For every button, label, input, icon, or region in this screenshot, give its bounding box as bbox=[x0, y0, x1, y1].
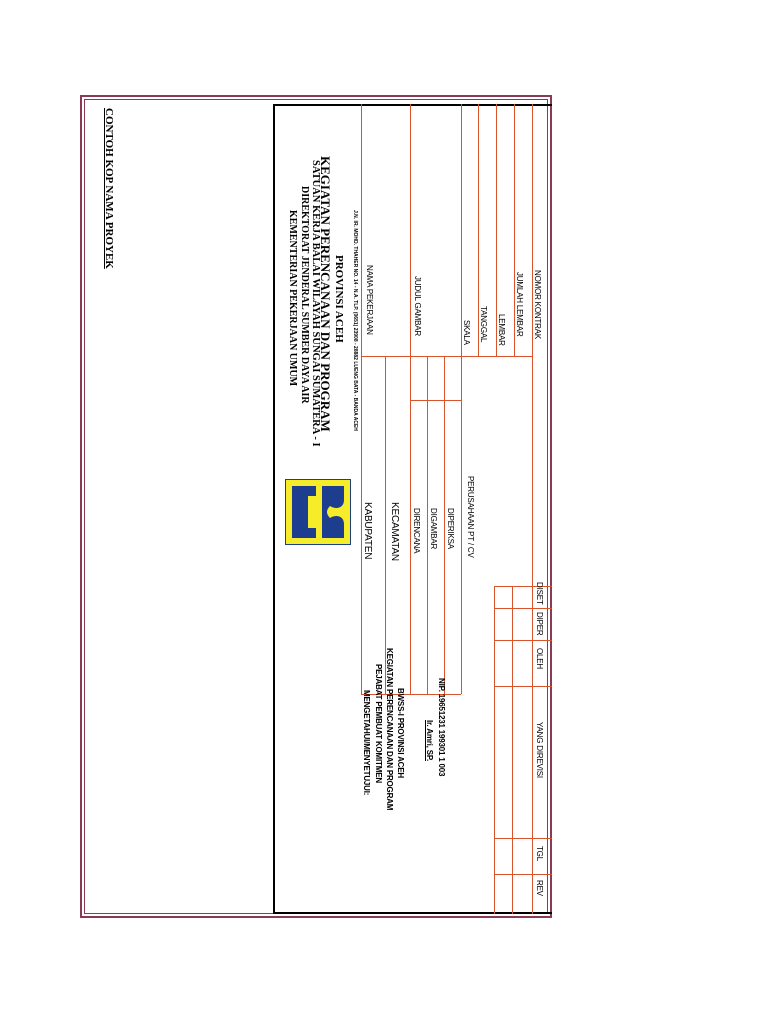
rev-oleh: OLEH bbox=[535, 648, 544, 669]
header-line1: KEMENTERIAN PEKERJAAN UMUM bbox=[287, 210, 298, 387]
field-diperiksa: DIPERIKSA bbox=[446, 508, 455, 549]
page-title: CONTOH KOP NAMA PROYEK bbox=[103, 108, 115, 269]
rev-diper: DIPER bbox=[535, 612, 544, 636]
pu-logo bbox=[285, 479, 351, 545]
field-tanggal: TANGGAL bbox=[479, 306, 488, 343]
field-kabupaten: KABUPATEN bbox=[362, 502, 373, 560]
approval-line3: KEGIATAN PERENCANAAN DAN PROGRAM bbox=[385, 648, 394, 811]
approval-nip: NIP. 19651231 199301 1 003 bbox=[437, 678, 446, 777]
pu-logo-icon bbox=[286, 480, 350, 544]
field-digambar: DIGAMBAR bbox=[429, 508, 438, 550]
field-kecamatan: KECAMATAN bbox=[389, 502, 400, 561]
header-line5: PROVINSI ACEH bbox=[333, 255, 345, 343]
field-lembar: LEMBAR bbox=[497, 314, 506, 346]
approval-name: Ir. Amri, SP. bbox=[425, 720, 434, 761]
field-direncana: DIRENCANA bbox=[412, 508, 421, 554]
rev-diset: DISET bbox=[535, 582, 544, 605]
approval-line1: MENGETAHUI/MENYETUJUI: bbox=[362, 690, 371, 796]
field-judul-gambar: JUDUL GAMBAR bbox=[413, 276, 422, 336]
field-jumlah-lembar: JUMLAH LEMBAR bbox=[515, 272, 524, 337]
approval-line2: PEJABAT PEMBUAT KOMITMEN bbox=[374, 664, 383, 783]
rev-tgl: TGL bbox=[535, 846, 544, 861]
header-line2: DIREKTORAT JENDERAL SUMBER DAYA AIR bbox=[299, 186, 310, 404]
field-perusahaan: PERUSAHAAN PT / CV bbox=[466, 476, 475, 558]
header-line3: SATUAN KERJA BALAI WILAYAH SUNGAI SUMATERA - I bbox=[310, 160, 321, 447]
header-address: J.N. IR. MOHD. THAHER NO. 14 - N.A. TLP. (0651) 23908 - 28882 LUENG BATA - BANDA ACEH bbox=[352, 210, 358, 431]
header-line4: KEGIATAN PERENCANAAN DAN PROGRAM bbox=[318, 156, 333, 432]
field-nomor-kontrak: NOMOR KONTRAK bbox=[533, 270, 542, 339]
header-divider bbox=[361, 104, 362, 694]
field-nama-pekerjaan: NAMA PEKERJAAN bbox=[365, 265, 374, 335]
field-skala: SKALA bbox=[462, 320, 471, 345]
nama-pekerjaan-separator bbox=[361, 356, 461, 357]
rev-yang-direvisi: YANG DIREVISI bbox=[535, 722, 544, 778]
rev-rev: REV bbox=[535, 880, 544, 896]
approval-line4: BWSS-I PROVINSI ACEH bbox=[396, 688, 405, 778]
